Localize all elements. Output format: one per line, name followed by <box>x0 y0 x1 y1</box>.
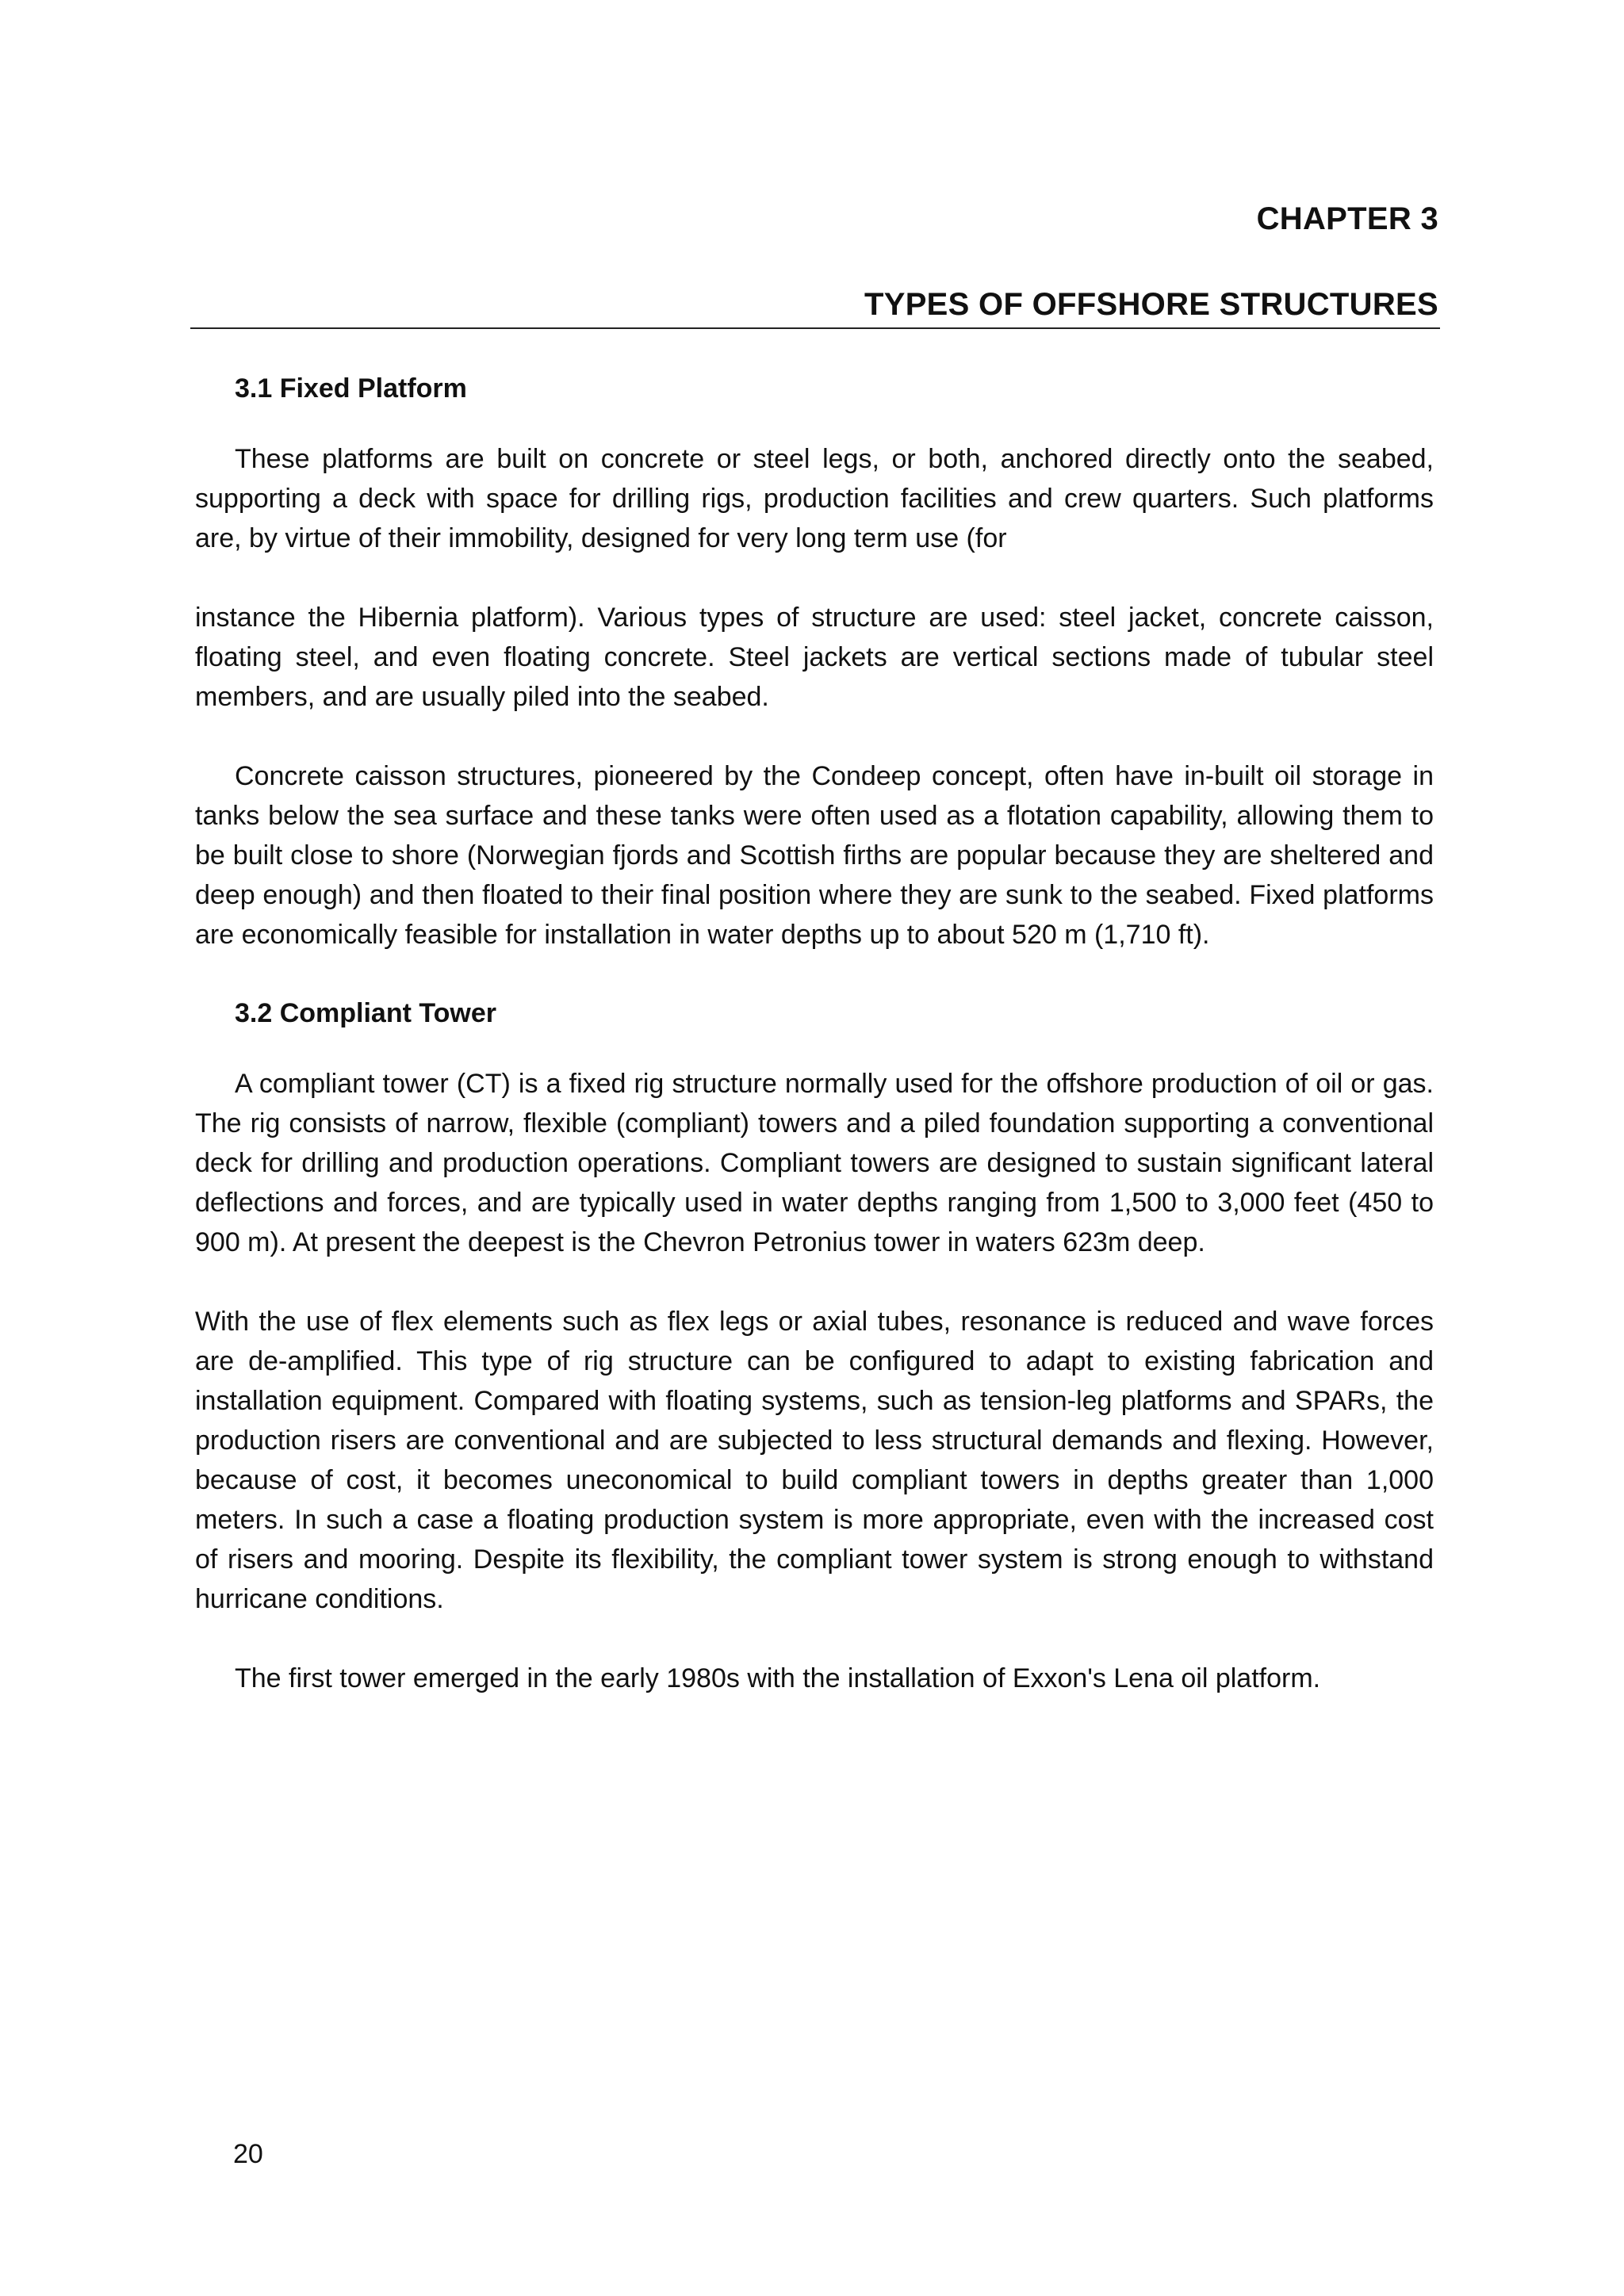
body-content <box>195 366 1434 1698</box>
paragraph: Concrete caisson structures, pioneered by the Condeep concept, often have in-built oil storage in tanks below the sea surface and these tanks were often used as a flotation capability, allowing them to be built close to shore (Norwegian fjords and Scottish firths are popular because they are sheltered and deep enough) and then floated to their final position where they are sunk to the seabed. Fixed platforms are economically feasible for installation in water depths up to about 520 m (1,710 ft). <box>195 761 1434 950</box>
chapter-label: CHAPTER 3 <box>1256 201 1438 236</box>
paragraph: With the use of flex elements such as flex legs or axial tubes, resonance is reduced and wave forces are de-amplified. This type of rig structure can be configured to adapt to existing fabrication and installation equipment. Compared with floating systems, such as tension-leg platforms and SPARs, the production risers are conventional and are subjected to less structural demands and flexing. However, because of cost, it becomes uneconomical to build compliant towers in depths greater than 1,000 meters. In such a case a floating production system is more appropriate, even with the increased cost of risers and mooring. Despite its flexibility, the compliant tower system is strong enough to withstand hurricane conditions. <box>195 1307 1434 1614</box>
paragraph: These platforms are built on concrete or steel legs, or both, anchored directly onto the seabed, supporting a deck with space for drilling rigs, production facilities and crew quarters. Such platforms are, by virtue of their immobility, designed for very long term use (for <box>195 444 1434 553</box>
page-number: 20 <box>233 2139 263 2169</box>
section-heading-compliant-tower: 3.2 Compliant Tower <box>235 998 496 1028</box>
section-heading-fixed-platform: 3.1 Fixed Platform <box>235 373 467 404</box>
header-rule <box>190 327 1440 329</box>
chapter-title: TYPES OF OFFSHORE STRUCTURES <box>864 287 1438 322</box>
paragraph: instance the Hibernia platform). Various types of structure are used: steel jacket, concrete caisson, floating steel, and even floating concrete. Steel jackets are vertical sections made of tubular steel members, and are usually piled into the seabed. <box>195 603 1434 712</box>
paragraph: A compliant tower (CT) is a fixed rig structure normally used for the offshore production of oil or gas. The rig consists of narrow, flexible (compliant) towers and a piled foundation supporting a conventional deck for drilling and production operations. Compliant towers are designed to sustain significant lateral deflections and forces, and are typically used in water depths ranging from 1,500 to 3,000 feet (450 to 900 m). At present the deepest is the Chevron Petronius tower in waters 623m deep. <box>195 1069 1434 1257</box>
paragraph: The first tower emerged in the early 1980s with the installation of Exxon's Lena oil platform. <box>235 1663 1321 1693</box>
